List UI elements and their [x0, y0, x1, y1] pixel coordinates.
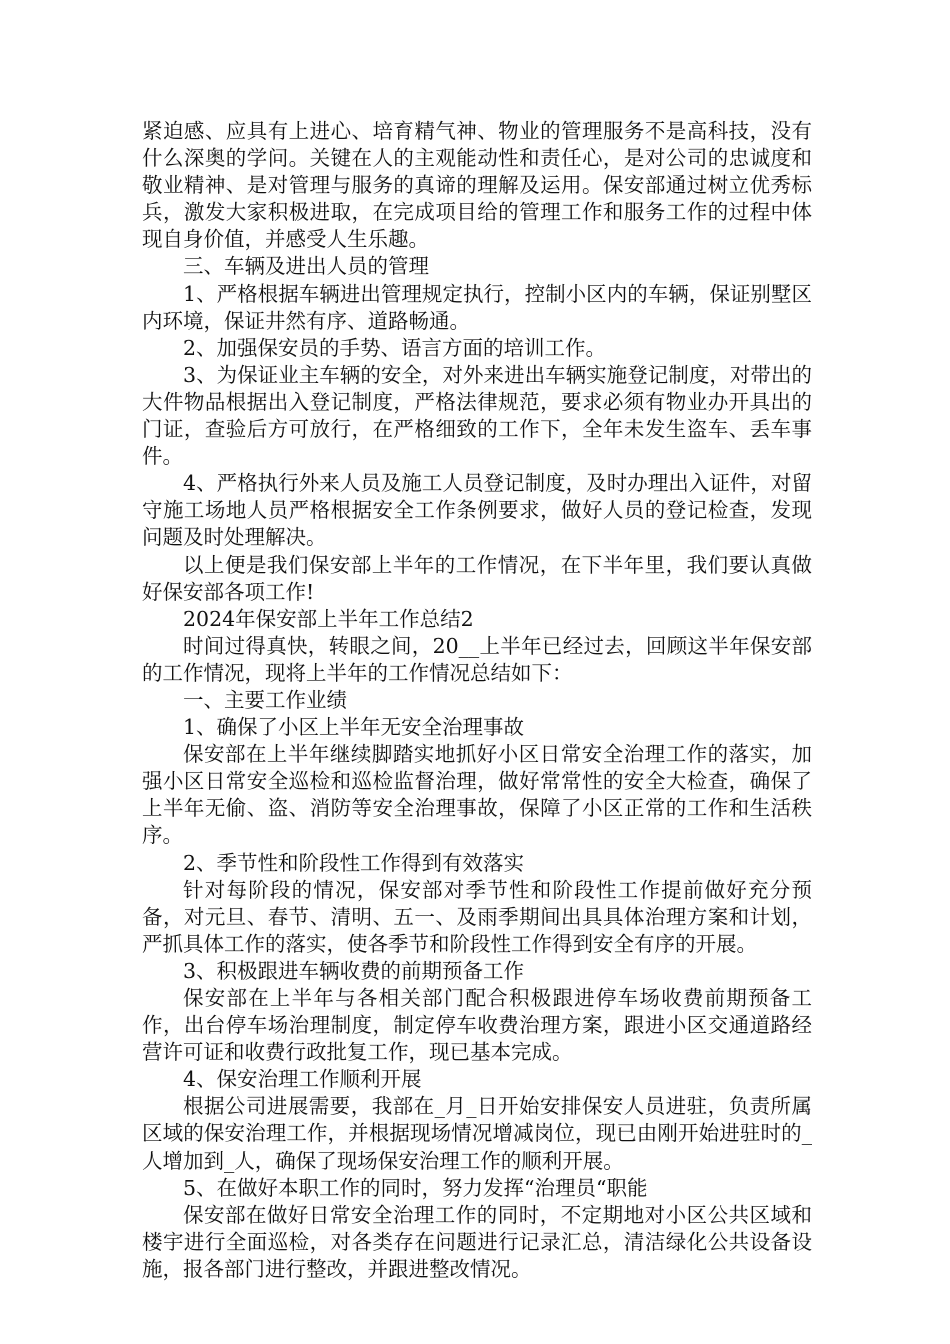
section-heading-main-achievements: 一、主要工作业绩: [183, 687, 347, 712]
paragraph-continuation: 紧迫感、应具有上进心、培育精气神、物业的管理服务不是高科技，没有什么深奥的学问。关键在人的主观能动性和责任心，是对公司的忠诚度和敬业精神、是对管理与服务的真谛的理解及运用。保安部通过树立优秀标兵，激发大家积极进取，在完成项目给的管理工作和服务工作的过程中体现自身价值，并感受人生乐趣。: [142, 119, 812, 252]
paragraph: 保安部在上半年与各相关部门配合积极跟进停车场收费前期预备工作，出台停车场治理制度，制定停车收费治理方案，跟进小区交通道路经营许可证和收费行政批复工作，现已基本完成。: [142, 986, 812, 1065]
item-heading: 5、在做好本职工作的同时，努力发挥“治理员“职能: [183, 1175, 648, 1200]
item-heading: 3、积极跟进车辆收费的前期预备工作: [183, 958, 525, 983]
paragraph: 2、加强保安员的手势、语言方面的培训工作。: [183, 335, 607, 360]
item-heading: 1、确保了小区上半年无安全治理事故: [183, 715, 525, 740]
paragraph: 根据公司进展需要，我部在_月_日开始安排保安人员进驻，负责所属区域的保安治理工作，并根据现场情况增减岗位，现已由刚开始进驻时的_人增加到_人，确保了现场保安治理工作的顺利开展。: [142, 1094, 812, 1173]
paragraph: 4、严格执行外来人员及施工人员登记制度，及时办理出入证件，对留守施工场地人员严格根据安全工作条例要求，做好人员的登记检查，发现问题及时处理解决。: [142, 471, 812, 550]
item-heading: 4、保安治理工作顺利开展: [183, 1067, 422, 1092]
paragraph: 3、为保证业主车辆的安全，对外来进出车辆实施登记制度，对带出的大件物品根据出入登记制度，严格法律规范，要求必须有物业办开具出的门证，查验后方可放行，在严格细致的工作下，全年未发生盗车、丢车事件。: [142, 362, 812, 469]
paragraph: 以上便是我们保安部上半年的工作情况，在下半年里，我们要认真做好保安部各项工作!: [142, 552, 812, 604]
paragraph: 针对每阶段的情况，保安部对季节性和阶段性工作提前做好充分预备，对元旦、春节、清明、五一、及雨季期间出具具体治理方案和计划，严抓具体工作的落实，使各季节和阶段性工作得到安全有序的开展。: [142, 877, 812, 956]
document-subtitle: 2024年保安部上半年工作总结2: [183, 606, 474, 631]
paragraph: 保安部在做好日常安全治理工作的同时，不定期地对小区公共区域和楼宇进行全面巡检，对各类存在问题进行记录汇总，清洁绿化公共设备设施，报各部门进行整改，并跟进整改情况。: [142, 1202, 812, 1281]
paragraph: 时间过得真快，转眼之间，20__上半年已经过去，回顾这半年保安部的工作情况，现将上半年的工作情况总结如下：: [142, 633, 812, 685]
section-heading-vehicle-management: 三、车辆及进出人员的管理: [183, 254, 429, 279]
paragraph: 1、严格根据车辆进出管理规定执行，控制小区内的车辆，保证别墅区内环境，保证井然有序、道路畅通。: [142, 281, 812, 333]
paragraph: 保安部在上半年继续脚踏实地抓好小区日常安全治理工作的落实，加强小区日常安全巡检和巡检监督治理，做好常常性的安全大检查，确保了上半年无偷、盗、消防等安全治理事故，保障了小区正常的工作和生活秩序。: [142, 742, 812, 848]
item-heading: 2、季节性和阶段性工作得到有效落实: [183, 850, 525, 875]
document-body: [142, 118, 812, 1283]
